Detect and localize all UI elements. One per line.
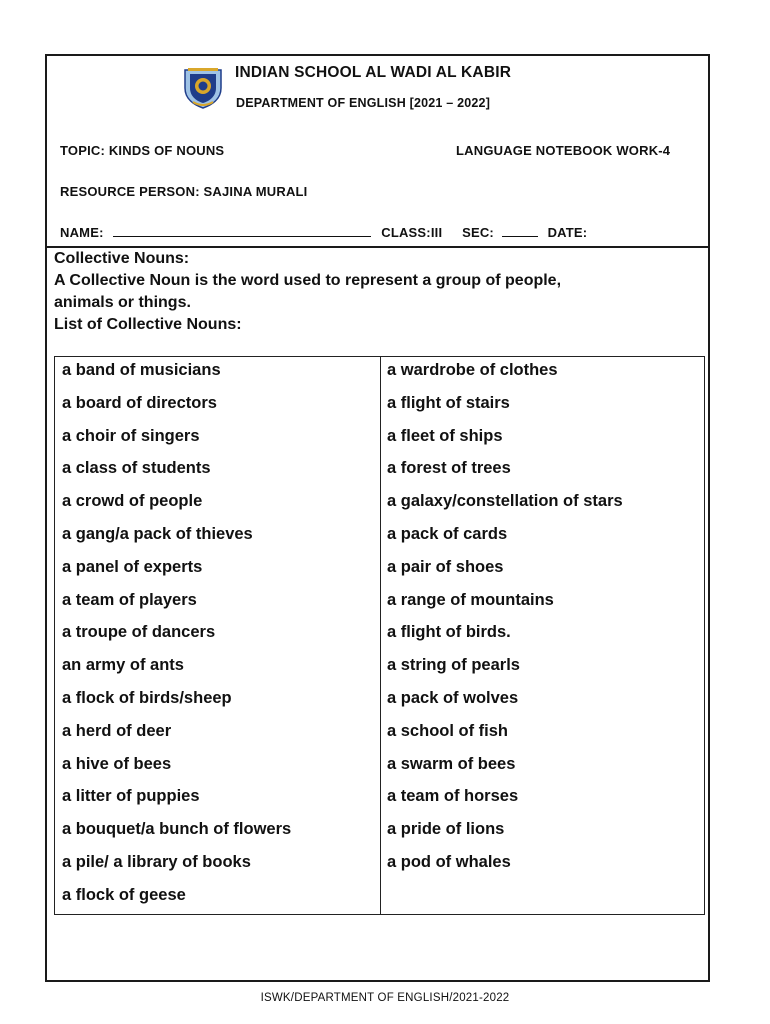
noun-cell: a choir of singers	[62, 426, 200, 445]
noun-cell: a team of players	[62, 590, 197, 609]
noun-cell: a band of musicians	[62, 361, 221, 379]
department-line: DEPARTMENT OF ENGLISH [2021 – 2022]	[236, 96, 491, 110]
noun-cell: a flock of birds/sheep	[62, 688, 232, 707]
sec-blank[interactable]	[502, 226, 538, 237]
noun-cell: a range of mountains	[387, 590, 554, 609]
noun-cell: a pair of shoes	[387, 557, 504, 576]
noun-cell: an army of ants	[62, 656, 184, 675]
noun-cell: a pod of whales	[387, 852, 511, 871]
name-blank[interactable]	[113, 226, 371, 237]
noun-cell: a board of directors	[62, 393, 217, 412]
school-crest-icon	[180, 64, 226, 110]
list-heading: List of Collective Nouns:	[54, 316, 242, 333]
noun-cell: a litter of puppies	[62, 787, 200, 806]
section-heading: Collective Nouns:	[54, 250, 190, 267]
date-label: DATE:	[547, 225, 588, 240]
noun-cell: a school of fish	[387, 721, 509, 740]
resource-person: RESOURCE PERSON: SAJINA MURALI	[60, 184, 308, 199]
school-name: INDIAN SCHOOL AL WADI AL KABIR	[235, 64, 512, 81]
noun-cell: a pack of wolves	[387, 688, 519, 707]
student-info-row	[60, 225, 587, 240]
noun-cell: a fleet of ships	[387, 426, 503, 445]
noun-cell: a swarm of bees	[387, 754, 516, 773]
collective-nouns-table	[54, 356, 705, 915]
sec-label: SEC:	[462, 225, 494, 240]
noun-cell: a galaxy/constellation of stars	[387, 492, 623, 511]
noun-cell: a wardrobe of clothes	[387, 361, 558, 379]
class-label: CLASS:III	[381, 225, 443, 240]
noun-cell: a flight of birds.	[387, 623, 511, 642]
topic-label: TOPIC: KINDS OF NOUNS	[60, 143, 225, 158]
noun-cell: a flight of stairs	[387, 393, 510, 412]
noun-cell: a class of students	[62, 459, 211, 478]
column-divider	[380, 357, 381, 914]
noun-cell: a pride of lions	[387, 820, 505, 839]
noun-cell: a panel of experts	[62, 557, 203, 576]
noun-cell: a herd of deer	[62, 721, 172, 740]
definition-line-2: animals or things.	[54, 294, 191, 311]
name-label: NAME:	[60, 225, 104, 240]
noun-cell: a hive of bees	[62, 754, 172, 773]
left-column	[62, 359, 374, 917]
noun-cell: a forest of trees	[387, 459, 511, 478]
intro-section	[54, 248, 694, 336]
definition-line-1: A Collective Noun is the word used to represent a group of people,	[54, 272, 562, 289]
noun-cell: a crowd of people	[62, 492, 203, 511]
noun-cell: a pile/ a library of books	[62, 852, 251, 871]
noun-cell: a flock of geese	[62, 885, 186, 904]
noun-cell: a pack of cards	[387, 524, 508, 543]
noun-cell: a string of pearls	[387, 656, 520, 675]
noun-cell: a bouquet/a bunch of flowers	[62, 820, 292, 839]
noun-cell: a team of horses	[387, 787, 519, 806]
notebook-label: LANGUAGE NOTEBOOK WORK-4	[456, 143, 671, 158]
right-column	[387, 359, 699, 884]
footer-text: ISWK/DEPARTMENT OF ENGLISH/2021-2022	[260, 992, 510, 1004]
noun-cell: a gang/a pack of thieves	[62, 524, 253, 543]
noun-cell: a troupe of dancers	[62, 623, 216, 642]
